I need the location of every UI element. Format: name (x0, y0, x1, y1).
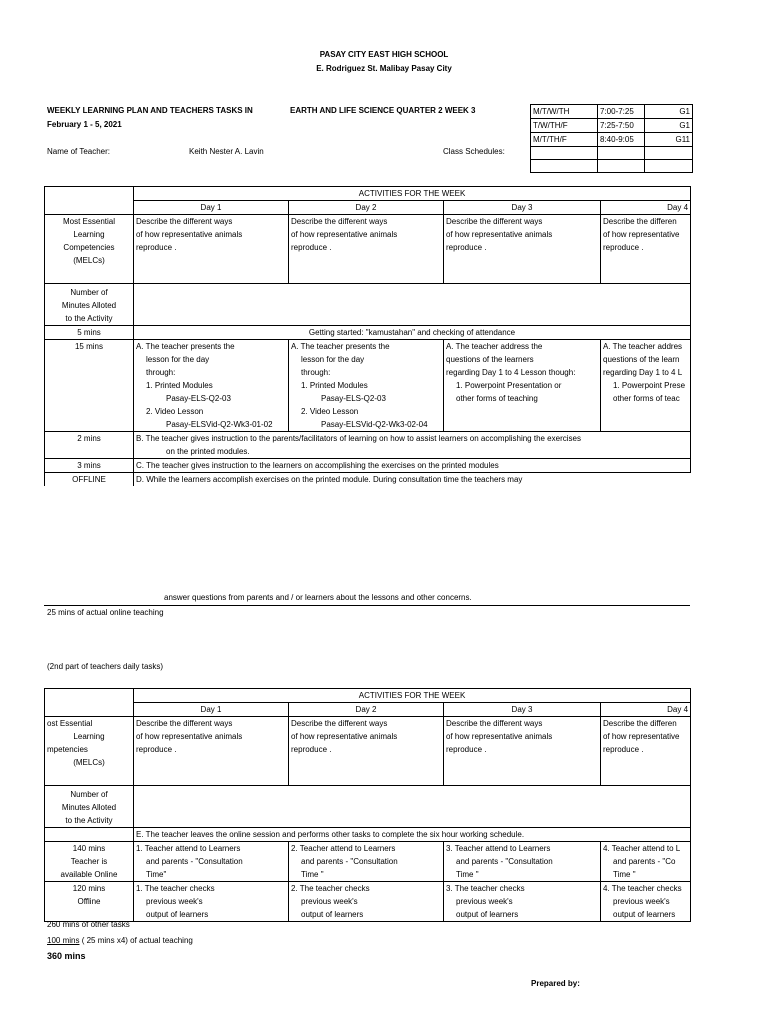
schedule-days: T/W/TH/F (531, 119, 598, 133)
melc-label: Most Essential Learning Competencies (MELCs) (45, 215, 134, 284)
time-120: 120 mins Offline (45, 882, 134, 922)
task-e-row: E. The teacher leaves the online session and performs other tasks to complete the six hour working schedule. (134, 828, 691, 842)
teacher-label: Name of Teacher: (47, 147, 110, 156)
melc-day3: Describe the different ways of how representative animals reproduce . (444, 717, 601, 786)
melc-day1: Describe the different ways of how representative animals reproduce . (134, 717, 289, 786)
task-c-row: C. The teacher gives instruction to the learners on accomplishing the exercises on the printed modules (134, 459, 691, 473)
check-day1: 1. The teacher checks previous week's output of learners (134, 882, 289, 922)
corner-cell (45, 187, 134, 215)
corner-cell (45, 689, 134, 717)
plan-title: WEEKLY LEARNING PLAN AND TEACHERS TASKS IN (47, 106, 253, 115)
other-tasks-total: 260 mins of other tasks (47, 920, 130, 929)
minutes-empty (134, 284, 691, 326)
actual-teaching-total (47, 936, 193, 945)
time-5: 5 mins (45, 326, 134, 340)
schedule-row (531, 147, 693, 160)
check-day3: 3. The teacher checks previous week's output of learners (444, 882, 601, 922)
minutes-label: Number of Minutes Alloted to the Activity (45, 786, 134, 828)
melc-day2: Describe the different ways of how representative animals reproduce . (289, 717, 444, 786)
melc-label: ost Essential Learning mpetencies (MELCs) (45, 717, 134, 786)
second-part-note: (2nd part of teachers daily tasks) (47, 662, 164, 671)
subject-title: EARTH AND LIFE SCIENCE QUARTER 2 WEEK 3 (290, 106, 476, 115)
schedule-days: M/T/W/TH (531, 105, 598, 119)
class-schedules-label: Class Schedules: (443, 147, 505, 156)
melc-day2: Describe the different ways of how representative animals reproduce . (289, 215, 444, 284)
task-d-row: D. While the learners accomplish exercises on the printed module. During consultation time the teachers may (134, 473, 691, 487)
weekly-plan-table (44, 186, 691, 486)
school-name: PASAY CITY EAST HIGH SCHOOL (319, 50, 449, 59)
check-day4: 4. The teacher checks previous week's output of learners (601, 882, 691, 922)
task-a-day1: A. The teacher presents the lesson for the day through: 1. Printed Modules Pasay-ELS-Q2-03 2. Video Lesson Pasay-ELSVid-Q2-Wk3-01-02 (134, 340, 289, 432)
schedule-days: M/T/TH/F (531, 133, 598, 147)
schedule-grade: G1 (645, 119, 693, 133)
time-offline: OFFLINE (45, 473, 134, 487)
schedule-row (531, 160, 693, 173)
divider (44, 605, 690, 606)
minutes-empty (134, 786, 691, 828)
online-teaching-note: 25 mins of actual online teaching (47, 608, 164, 617)
continuation-text: answer questions from parents and / or learners about the lessons and other concerns. (164, 593, 472, 602)
schedule-grade: G11 (645, 133, 693, 147)
schedule-time: 7:00-7:25 (598, 105, 645, 119)
time-15: 15 mins (45, 340, 134, 432)
class-schedule-table (530, 104, 693, 173)
consult-day2: 2. Teacher attend to Learners and parents - "Consultation Time " (289, 842, 444, 882)
melc-day3: Describe the different ways of how representative animals reproduce . (444, 215, 601, 284)
task-b-row: B. The teacher gives instruction to the parents/facilitators of learning on how to assist learners on accomplishing the exercises on the printed modules. (134, 432, 691, 459)
actual-teaching-detail: ( 25 mins x4) of actual teaching (79, 936, 193, 945)
schedule-time: 8:40-9:05 (598, 133, 645, 147)
day-header: Day 4 (601, 201, 691, 215)
teacher-name: Keith Nester A. Lavin (189, 147, 264, 156)
day-header: Day 1 (134, 201, 289, 215)
day-header: Day 3 (444, 201, 601, 215)
consult-day4: 4. Teacher attend to L and parents - "Co Time " (601, 842, 691, 882)
activities-header: ACTIVITIES FOR THE WEEK (134, 689, 691, 703)
task-a-day3: A. The teacher address the questions of the learners regarding Day 1 to 4 Lesson though: 1. Powerpoint Presentation or other forms of teaching (444, 340, 601, 432)
schedule-row (531, 105, 693, 119)
time-140: 140 mins Teacher is available Online (45, 842, 134, 882)
schedule-row (531, 133, 693, 147)
day-header: Day 1 (134, 703, 289, 717)
day-header: Day 3 (444, 703, 601, 717)
check-day2: 2. The teacher checks previous week's output of learners (289, 882, 444, 922)
prepared-by-label: Prepared by: (531, 979, 580, 988)
day-header: Day 4 (601, 703, 691, 717)
date-range: February 1 - 5, 2021 (47, 120, 122, 129)
grand-total: 360 mins (47, 951, 86, 961)
time-2: 2 mins (45, 432, 134, 459)
melc-day4: Describe the differen of how representative reproduce . (601, 717, 691, 786)
getting-started-row: Getting started: "kamustahan" and checking of attendance (134, 326, 691, 340)
schedule-grade: G1 (645, 105, 693, 119)
schedule-time: 7:25-7:50 (598, 119, 645, 133)
melc-day1: Describe the different ways of how representative animals reproduce . (134, 215, 289, 284)
blank-cell (45, 828, 134, 842)
task-a-day4: A. The teacher addres questions of the learn regarding Day 1 to 4 L 1. Powerpoint Prese other forms of teac (601, 340, 691, 432)
time-3: 3 mins (45, 459, 134, 473)
day-header: Day 2 (289, 201, 444, 215)
schedule-row (531, 119, 693, 133)
school-address: E. Rodriguez St. Malibay Pasay City (316, 64, 452, 73)
other-tasks-table (44, 688, 691, 922)
actual-teaching-minutes: 100 mins (47, 936, 80, 945)
consult-day3: 3. Teacher attend to Learners and parents - "Consultation Time " (444, 842, 601, 882)
consult-day1: 1. Teacher attend to Learners and parents - "Consultation Time" (134, 842, 289, 882)
minutes-label: Number of Minutes Alloted to the Activity (45, 284, 134, 326)
task-a-day2: A. The teacher presents the lesson for the day through: 1. Printed Modules Pasay-ELS-Q2-03 2. Video Lesson Pasay-ELSVid-Q2-Wk3-02-04 (289, 340, 444, 432)
activities-header: ACTIVITIES FOR THE WEEK (134, 187, 691, 201)
day-header: Day 2 (289, 703, 444, 717)
melc-day4: Describe the differen of how representative reproduce . (601, 215, 691, 284)
